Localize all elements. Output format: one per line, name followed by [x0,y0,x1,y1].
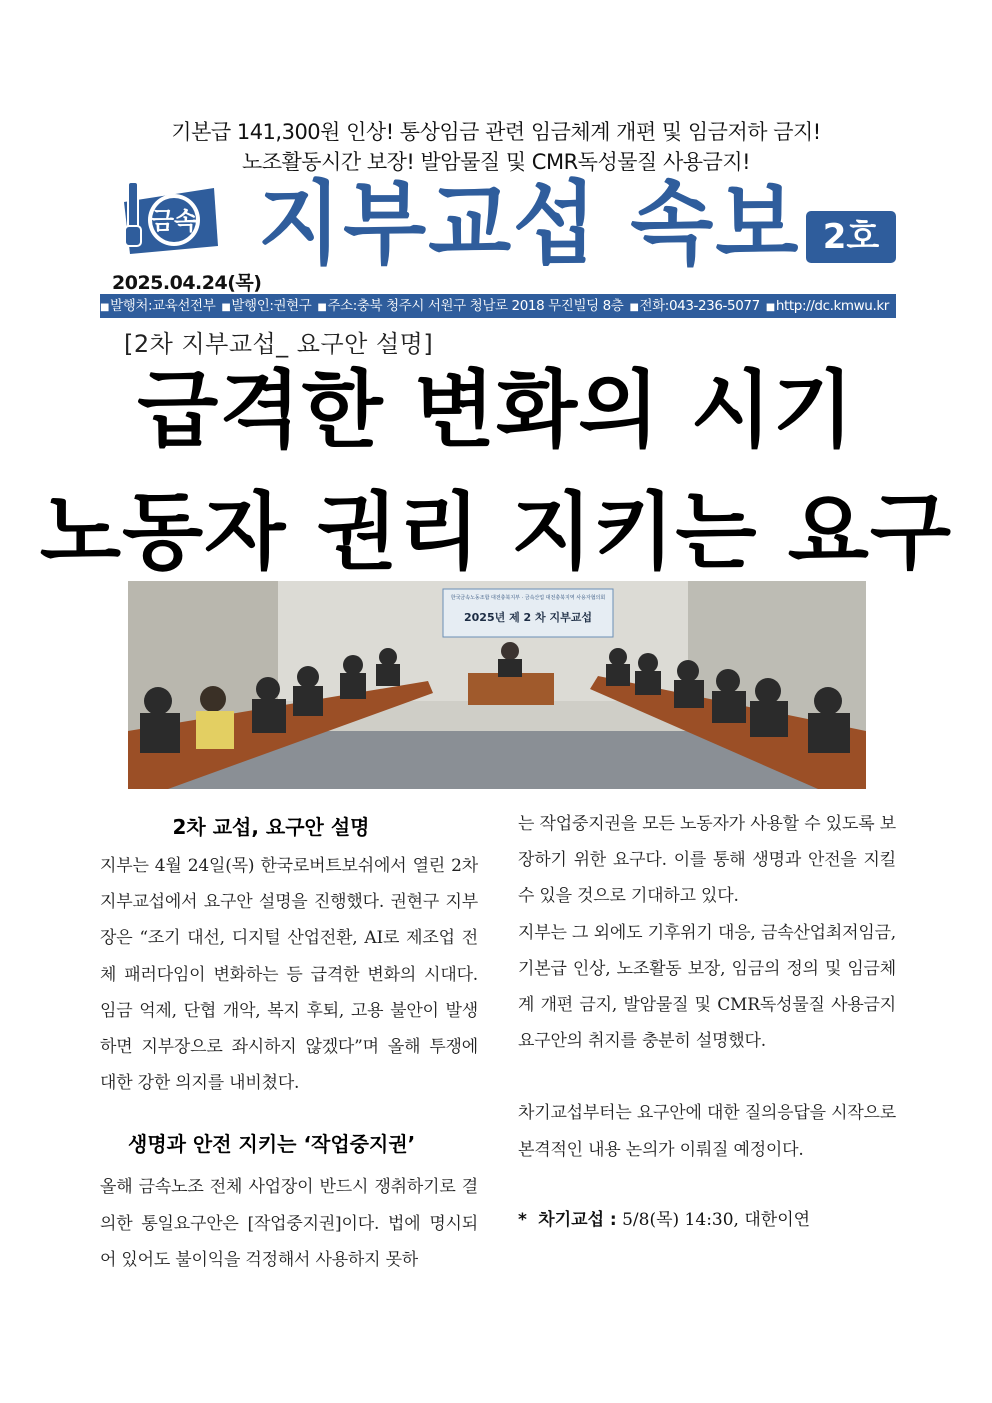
banner-main-text: 2025년 제 2 차 지부교섭 [464,611,592,624]
union-logo [118,180,222,260]
logo-text: 금속 [150,207,198,235]
publisher-info-bar [100,294,896,318]
section-body-work-stoppage: 올해 금속노조 전체 사업장이 반드시 쟁취하기로 결의한 통일요구안은 [작업중지권]이다. 법에 명시되어 있어도 불이익을 걱정해서 사용하지 못하 [100,1177,478,1270]
info-website: ■ http://dc.kmwu.kr [766,298,889,314]
info-publisher: ■ 발행처:교육선전부 [100,298,215,314]
right-column [518,806,896,1238]
negotiation-photo [128,581,866,789]
next-negotiation [518,1202,896,1238]
publication-date: 2025.04.24(목) [112,272,262,294]
section-body-next-steps: 차기교섭부터는 요구안에 대한 질의응답을 시작으로 본격적인 내용 논의가 이뤄질 예정이다. [518,1103,896,1160]
issue-badge: 2호 [806,211,896,263]
slogan-line-1: 기본급 141,300원 인상! 통상임금 관련 임금체계 개편 및 임금저하 금지! [171,120,821,144]
info-issuer: ■ 발행인:권현구 [221,298,311,314]
bullet-star: * [518,1209,527,1230]
section-body-continued: 는 작업중지권을 모든 노동자가 사용할 수 있도록 보장하기 위한 요구다. 이를 통해 생명과 안전을 지킬 수 있을 것으로 기대하고 있다. [518,814,896,907]
headline-line-2: 노동자 권리 지키는 요구 [39,483,953,581]
left-column [100,814,478,1278]
info-address: ■ 주소:충북 청주시 서원구 청남로 2018 무진빌딩 8층 [317,298,623,314]
section-body-negotiation: 지부는 4월 24일(목) 한국로버트보쉬에서 열린 2차 지부교섭에서 요구안 설명을 진행했다. 권현구 지부장은 “조기 대선, 디지털 산업전환, AI로 제조업 전체 패러다임이 변화하는 등 급격한 변화의 시대다. 임금 억제, 단협 개악, 복지 후퇴, 고용 불안이 발생하면 지부장으로 좌시하지 않겠다”며 올해 투쟁에 대한 강한 의지를 내비쳤다. [100,856,478,1094]
banner-small-text: 한국금속노동조합 대전충북지부 · 금속산업 대전충북지역 사용자협의회 [450,595,606,601]
next-negotiation-value: 5/8(목) 14:30, 대한이연 [622,1209,811,1230]
info-phone: ■ 전화:043-236-5077 [629,298,759,314]
next-negotiation-label: 차기교섭 : [538,1209,617,1230]
article-subhead: [2차 지부교섭_ 요구안 설명] [124,330,434,358]
slogan-line-2: 노조활동시간 보장! 발암물질 및 CMR독성물질 사용금지! [241,150,751,174]
section-title-negotiation: 2차 교섭, 요구안 설명 [172,815,370,839]
section-body-other-demands: 지부는 그 외에도 기후위기 대응, 금속산업최저임금, 기본급 인상, 노조활동 보장, 임금의 정의 및 임금체계 개편 금지, 발암물질 및 CMR독성물질 사용금지 요구안의 취지를 충분히 설명했다. [518,922,896,1052]
headline-line-1: 급격한 변화의 시기 [137,361,855,459]
masthead-title: 지부교섭 속보 [258,172,801,277]
section-title-work-stoppage: 생명과 안전 지키는 ‘작업중지권’ [128,1132,416,1157]
